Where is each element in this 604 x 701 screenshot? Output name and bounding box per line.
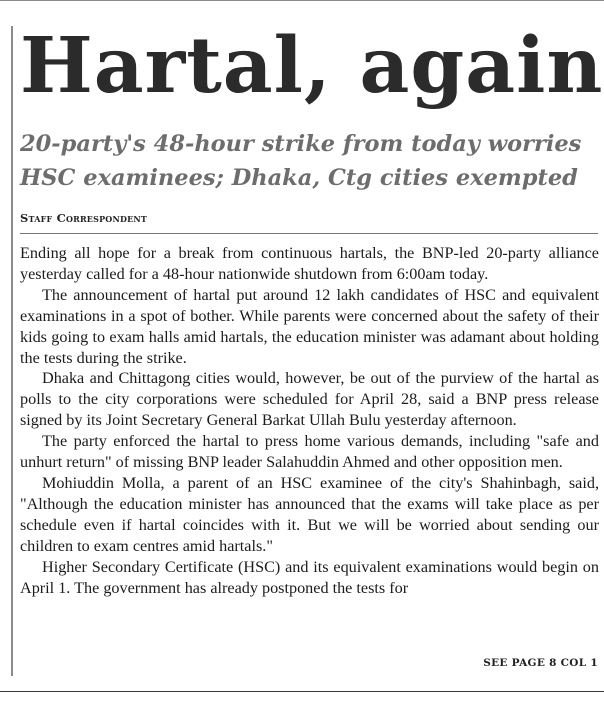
paragraph: Dhaka and Chittagong cities would, however, be out of the purview of the hartal as polls to the city corporations were scheduled for April 28, said a BNP press release signed by its Joint Secretary General Barkat Ullah Bulu yesterday afternoon. [20, 369, 599, 430]
top-rule [0, 0, 604, 1]
deck [20, 127, 602, 195]
article-body [20, 243, 599, 598]
paragraph: Higher Secondary Certificate (HSC) and its equivalent examinations would begin on April 1. The government has already postponed the tests for [20, 557, 599, 597]
bottom-rule [0, 691, 604, 692]
byline: Staff Correspondent [20, 211, 148, 225]
paragraph: The announcement of hartal put around 12 lakh candidates of HSC and equivalent examinations in a spot of bother. While parents were concerned about the safety of their kids going to exam halls amid hartals, the education minister was adamant about holding the tests during the strike. [20, 285, 599, 367]
paragraph: Ending all hope for a break from continuous hartals, the BNP-led 20-party alliance yesterday called for a 48-hour nationwide shutdown from 6:00am today. [20, 244, 599, 283]
continued-jump-line: SEE PAGE 8 COL 1 [483, 657, 598, 669]
deck-line: 20-party's 48-hour strike from today worries [20, 131, 582, 157]
paragraph: The party enforced the hartal to press home various demands, including "safe and unhurt return" of missing BNP leader Salahuddin Ahmed and other opposition men. [20, 432, 599, 472]
column-rule [11, 26, 13, 676]
paragraph: Mohiuddin Molla, a parent of an HSC examinee of the city's Shahinbagh, said, "Although the education minister has announced that the exams will take place as per schedule even if hartal coincides with it. But we will be worried about sending our children to exam centres amid hartals." [20, 473, 599, 555]
headline: Hartal, again [20, 21, 604, 111]
byline-rule [20, 233, 598, 234]
deck-line: HSC examinees; Dhaka, Ctg cities exempted [20, 165, 578, 191]
